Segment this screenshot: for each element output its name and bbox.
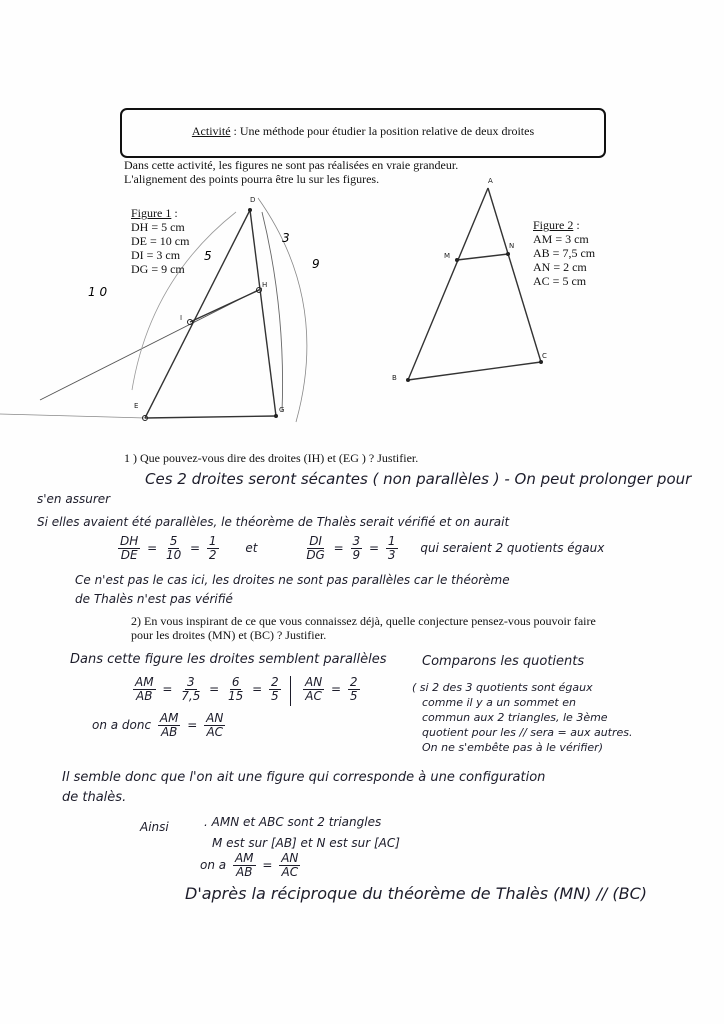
label-d: D xyxy=(250,196,256,204)
label-h: H xyxy=(262,281,268,289)
fraction-comment: qui seraient 2 quotients égaux xyxy=(420,541,605,555)
figure-1-title: Figure 1 xyxy=(131,206,172,220)
activity-title-rest: : Une méthode pour étudier la position relative de deux droites xyxy=(230,124,535,138)
answer-1-line-2: s'en assurer xyxy=(37,492,111,506)
label-a: A xyxy=(488,177,493,185)
fraction-am-ab: $\frac{AM}{AB}$ xyxy=(135,675,154,703)
figure-2-line-am: AM = 3 cm xyxy=(533,232,589,246)
answer-2-compare: Comparons les quotients xyxy=(422,654,585,669)
answer-2-line-1: Dans cette figure les droites semblent parallèles xyxy=(70,652,387,667)
ainsi-line-1: . AMN et ABC sont 2 triangles xyxy=(204,815,382,829)
fraction-an-ac: $\frac{AN}{AC}$ xyxy=(305,675,323,703)
answer-1-line-5: Ce n'est pas le cas ici, les droites ne sont pas parallèles car le théorème xyxy=(75,573,510,587)
segment-eg xyxy=(145,416,276,418)
answer-2-fractions: $\frac{AM}{AB}$ = $\frac{3}{7,5}$ = $\frac{6}{15}$ = $\frac{2}{5}$ xyxy=(135,675,279,703)
ainsi-line-3: on a $\frac{AM}{AB}$ = $\frac{AN}{AC}$ xyxy=(200,851,299,879)
note-line-2: comme il y a un sommet en xyxy=(422,696,576,709)
segment-ih xyxy=(190,290,259,322)
question-1: 1 ) Que pouvez-vous dire des droites (IH) et (EG ) ? Justifier. xyxy=(124,451,419,465)
point-c xyxy=(539,360,543,364)
on-a-donc-text: on a donc xyxy=(92,718,152,732)
activity-title-box xyxy=(120,108,606,158)
label-g: G xyxy=(279,406,285,414)
intro-line-2: L'alignement des points pourra être lu sur les figures. xyxy=(124,172,380,186)
point-m xyxy=(455,258,459,262)
fraction-an-ac-3: $\frac{AN}{AC}$ xyxy=(281,851,299,879)
activity-title xyxy=(122,124,604,139)
figure-2-line-ac: AC = 5 cm xyxy=(533,274,587,288)
note-line-3: commun aux 2 triangles, le 3ème xyxy=(422,711,608,724)
figure-2-title: Figure 2 xyxy=(533,218,574,232)
fraction-1-3: $\frac{1}{3}$ xyxy=(387,534,396,562)
figure-1-line-de: DE = 10 cm xyxy=(131,234,190,248)
point-b xyxy=(406,378,410,382)
answer-1-line-1: Ces 2 droites seront sécantes ( non parallèles ) - On peut prolonger pour xyxy=(145,470,692,488)
label-m: M xyxy=(444,252,451,260)
fraction-6-15: $\frac{6}{15}$ xyxy=(228,675,244,703)
figure-2-line-ab: AB = 7,5 cm xyxy=(533,246,596,260)
figure-1-line-dh: DH = 5 cm xyxy=(131,220,185,234)
fraction-am-ab-2: $\frac{AM}{AB}$ xyxy=(159,711,179,739)
figure-1-line-dg: DG = 9 cm xyxy=(131,262,185,276)
annotation-9: 9 xyxy=(312,257,320,271)
fraction-3-9: $\frac{3}{9}$ xyxy=(352,534,361,562)
annotation-3: 3 xyxy=(282,231,290,245)
line-base-extended xyxy=(0,414,145,418)
fraction-1-2: $\frac{1}{2}$ xyxy=(208,534,217,562)
label-c: C xyxy=(542,352,547,360)
point-g xyxy=(274,414,278,418)
fraction-an-ac-2: $\frac{AN}{AC}$ xyxy=(206,711,224,739)
conclusion-line-2: de thalès. xyxy=(62,790,127,805)
vertical-separator xyxy=(290,676,291,706)
segment-bc xyxy=(408,362,541,380)
fraction-am-ab-3: $\frac{AM}{AB}$ xyxy=(234,851,254,879)
question-2-line-2: pour les droites (MN) et (BC) ? Justifier. xyxy=(131,628,327,642)
conclusion-line-1: Il semble donc que l'on ait une figure qui corresponde à une configuration xyxy=(62,770,546,785)
label-b: B xyxy=(392,374,397,382)
annotation-10: 1 0 xyxy=(88,285,108,299)
and-word: et xyxy=(245,541,258,555)
figure-1-colon: : xyxy=(171,206,178,220)
label-n: N xyxy=(509,242,515,250)
figure-2-line-an: AN = 2 cm xyxy=(533,260,587,274)
point-n xyxy=(506,252,510,256)
annotation-5: 5 xyxy=(204,249,212,263)
note-line-4: quotient pour les // sera = aux autres. xyxy=(422,726,633,739)
answer-1-line-3: Si elles avaient été parallèles, le théorème de Thalès serait vérifié et on aurait xyxy=(37,515,510,529)
answer-1-line-6: de Thalès n'est pas vérifié xyxy=(75,592,233,606)
figure-2-data xyxy=(533,218,595,288)
note-line-1: ( si 2 des 3 quotients sont égaux xyxy=(412,681,593,694)
segment-mn xyxy=(457,254,508,260)
figure-1-line-di: DI = 3 cm xyxy=(131,248,181,262)
intro-line-1: Dans cette activité, les figures ne sont pas réalisées en vraie grandeur. xyxy=(124,158,459,172)
final-conclusion: D'après la réciproque du théorème de Thalès (MN) // (BC) xyxy=(185,884,647,903)
fraction-3-7-5: $\frac{3}{7,5}$ xyxy=(181,675,201,703)
figure-1-data xyxy=(131,206,189,276)
answer-2-note xyxy=(412,680,633,755)
ainsi-line-2: M est sur [AB] et N est sur [AC] xyxy=(212,836,400,850)
fraction-5-10: $\frac{5}{10}$ xyxy=(165,534,182,562)
fraction-dh-de: $\frac{DH}{DE}$ xyxy=(120,534,139,562)
fraction-di-dg: $\frac{DI}{DG}$ xyxy=(306,534,325,562)
ainsi-on-a: on a xyxy=(200,858,227,872)
label-i: I xyxy=(180,314,183,322)
answer-2-on-a-donc: on a donc $\frac{AM}{AB}$ = $\frac{AN}{AC}$ xyxy=(92,711,224,739)
segment-ab xyxy=(408,188,488,380)
fraction-2-5-b: $\frac{2}{5}$ xyxy=(349,675,358,703)
note-line-5: On ne s'embête pas à le vérifier) xyxy=(422,741,603,754)
answer-2-fraction-an-ac: $\frac{AN}{AC}$ = $\frac{2}{5}$ xyxy=(305,675,358,703)
activity-label: Activité xyxy=(191,124,231,138)
point-d xyxy=(248,208,252,212)
fraction-2-5: $\frac{2}{5}$ xyxy=(271,675,279,703)
label-e: E xyxy=(134,402,139,410)
answer-1-fractions: $\frac{DH}{DE}$ = $\frac{5}{10}$ = $\frac{1}{2}$ et $\frac{DI}{DG}$ = $\frac{3}{9}$ = $\frac{1}{3}$ qui seraient 2 quotients égaux xyxy=(120,534,605,562)
ainsi-label: Ainsi xyxy=(140,820,169,834)
figure-2-colon: : xyxy=(573,218,580,232)
question-2-line-1: 2) En vous inspirant de ce que vous connaissez déjà, quelle conjecture pensez-vous pouvoir faire xyxy=(131,614,596,628)
segment-dg xyxy=(250,210,276,416)
question-2 xyxy=(131,614,596,642)
